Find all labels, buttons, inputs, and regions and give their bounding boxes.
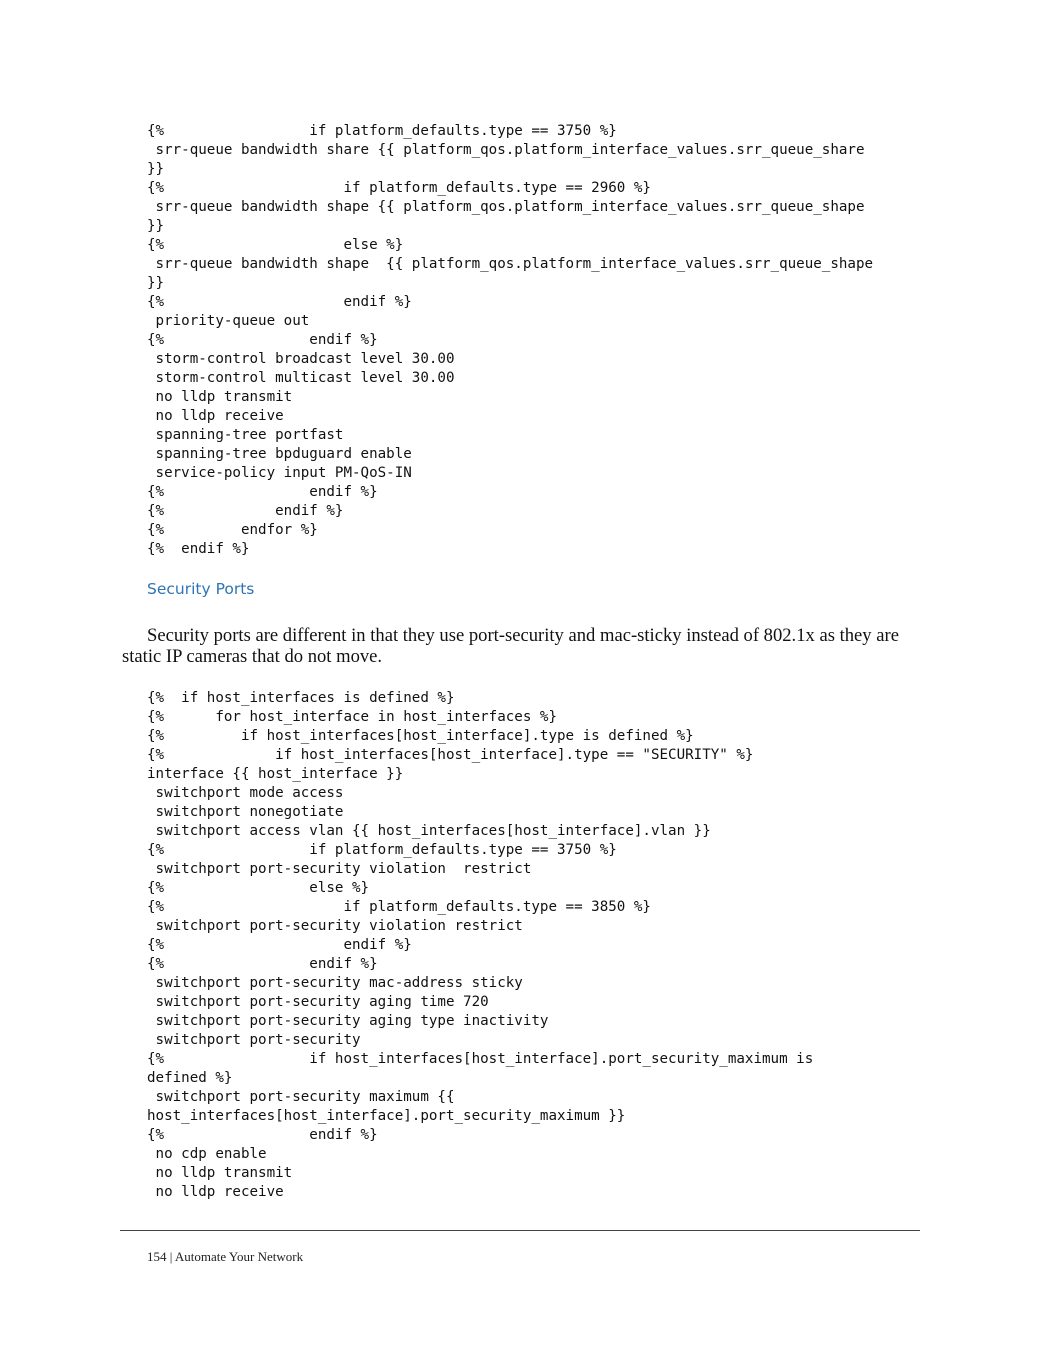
code-line: {% endif %} (147, 541, 250, 557)
code-line: switchport port-security violation restrict (147, 918, 523, 934)
code-line: no cdp enable (147, 1146, 267, 1162)
code-line: priority-queue out (147, 313, 310, 329)
code-line: {% else %} (147, 880, 370, 896)
code-line: {% endif %} (147, 1127, 378, 1143)
code-line: srr-queue bandwidth shape {{ platform_qos.platform_interface_values.srr_queue_shape (147, 199, 865, 215)
code-line: switchport port-security aging type inactivity (147, 1013, 549, 1029)
code-line: {% for host_interface in host_interfaces %} (147, 709, 557, 725)
code-line: {% endif %} (147, 294, 412, 310)
code-line: {% if platform_defaults.type == 3850 %} (147, 899, 651, 915)
code-line: spanning-tree bpduguard enable (147, 446, 412, 462)
code-block-qos-interface (147, 122, 873, 559)
code-line: switchport port-security (147, 1032, 361, 1048)
code-line: no lldp transmit (147, 1165, 293, 1181)
code-line: {% if host_interfaces[host_interface].port_security_maximum is (147, 1051, 814, 1067)
code-line: storm-control broadcast level 30.00 (147, 351, 455, 367)
section-heading: Security Ports (147, 580, 255, 598)
code-line: {% endif %} (147, 956, 378, 972)
footer-divider (120, 1230, 920, 1231)
body-paragraph: Security ports are different in that they use port-security and mac-sticky instead of 802.1x as they are static IP cameras that do not move. (122, 625, 899, 667)
code-line: switchport access vlan {{ host_interfaces[host_interface].vlan }} (147, 823, 711, 839)
code-line: defined %} (147, 1070, 233, 1086)
code-line: host_interfaces[host_interface].port_security_maximum }} (147, 1108, 626, 1124)
code-line: {% endif %} (147, 484, 378, 500)
code-line: switchport nonegotiate (147, 804, 344, 820)
code-line: no lldp receive (147, 1184, 284, 1200)
code-line: {% endif %} (147, 937, 412, 953)
code-line: switchport port-security maximum {{ (147, 1089, 455, 1105)
code-line: no lldp receive (147, 408, 284, 424)
code-line: {% endfor %} (147, 522, 318, 538)
code-line: service-policy input PM-QoS-IN (147, 465, 412, 481)
code-line: switchport port-security violation restrict (147, 861, 532, 877)
code-line: }} (147, 161, 165, 177)
code-line: {% if platform_defaults.type == 3750 %} (147, 123, 617, 139)
code-line: {% if host_interfaces[host_interface].type == "SECURITY" %} (147, 747, 754, 763)
code-line: }} (147, 218, 165, 234)
code-line: storm-control multicast level 30.00 (147, 370, 455, 386)
code-line: {% if host_interfaces is defined %} (147, 690, 455, 706)
code-line: {% endif %} (147, 332, 378, 348)
code-line: switchport port-security aging time 720 (147, 994, 489, 1010)
code-line: {% if platform_defaults.type == 2960 %} (147, 180, 651, 196)
code-line: {% if platform_defaults.type == 3750 %} (147, 842, 617, 858)
code-line: {% if host_interfaces[host_interface].type is defined %} (147, 728, 694, 744)
code-line: }} (147, 275, 165, 291)
code-line: srr-queue bandwidth share {{ platform_qos.platform_interface_values.srr_queue_share (147, 142, 865, 158)
code-line: interface {{ host_interface }} (147, 766, 404, 782)
code-line: switchport mode access (147, 785, 344, 801)
page-footer: 154 | Automate Your Network (147, 1249, 304, 1264)
code-line: {% else %} (147, 237, 404, 253)
code-line: {% endif %} (147, 503, 344, 519)
code-line: srr-queue bandwidth shape {{ platform_qos.platform_interface_values.srr_queue_shape (147, 256, 874, 272)
code-line: spanning-tree portfast (147, 427, 344, 443)
code-line: switchport port-security mac-address sticky (147, 975, 523, 991)
code-block-security-ports (147, 689, 813, 1202)
code-line: no lldp transmit (147, 389, 293, 405)
